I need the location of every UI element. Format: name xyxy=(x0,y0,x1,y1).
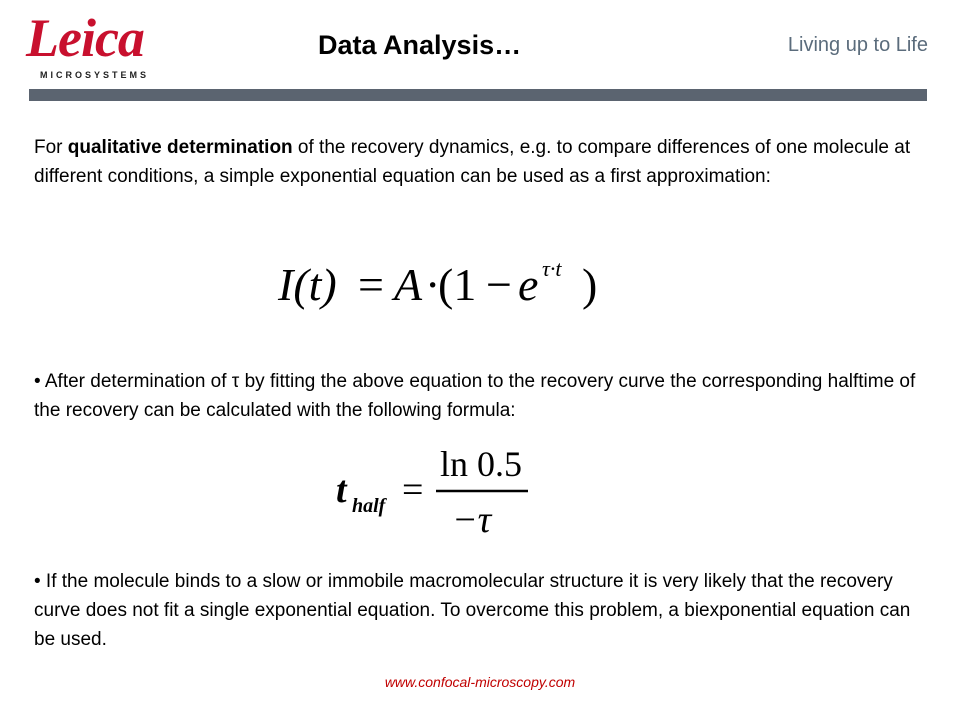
eq2-equals: = xyxy=(402,469,424,511)
eq2-t: t xyxy=(336,469,347,511)
eq2-denominator: −τ xyxy=(452,499,492,541)
halftime-equation xyxy=(332,436,532,542)
eq1-minus: − xyxy=(486,259,512,310)
biexponential-paragraph: • If the molecule binds to a slow or immobile macromolecular structure it is very likely that the recovery curve does not fit a single exponential equation. To overcome this problem, a biexponential equation can be used. xyxy=(34,571,911,650)
logo-subtitle: MICROSYSTEMS xyxy=(40,70,150,80)
intro-lead: For xyxy=(34,137,68,158)
eq1-dot: · xyxy=(425,259,441,310)
intro-rest: of the recovery dynamics, e.g. to compare differences of one molecule at different conditions, a simple exponential equation can be used as a first approximation: xyxy=(34,137,911,187)
eq1-exponent: τ·t xyxy=(542,256,562,281)
logo-wordmark: Leica xyxy=(26,8,144,68)
intro-paragraph xyxy=(34,133,934,191)
eq1-equals: = xyxy=(358,259,384,310)
exponential-equation xyxy=(272,250,606,316)
eq2-subscript: half xyxy=(352,495,386,517)
eq1-close: ) xyxy=(582,259,598,310)
footer-url[interactable]: www.confocal-microscopy.com xyxy=(384,674,576,690)
intro-emphasis: qualitative determination xyxy=(67,137,293,158)
eq1-e: e xyxy=(518,259,539,310)
tagline: Living up to Life xyxy=(787,34,928,56)
eq1-open: (1 xyxy=(438,259,477,310)
eq1-amplitude: A xyxy=(394,259,423,310)
slide-title: Data Analysis… xyxy=(318,30,522,60)
leica-logo xyxy=(26,10,176,88)
header-divider xyxy=(29,89,927,101)
eq2-numerator: ln 0.5 xyxy=(440,444,523,484)
halftime-paragraph: • After determination of τ by fitting the above equation to the recovery curve the corresponding halftime of the recovery can be calculated with the following formula: xyxy=(34,371,916,421)
eq1-lhs: I(t) xyxy=(278,259,337,310)
